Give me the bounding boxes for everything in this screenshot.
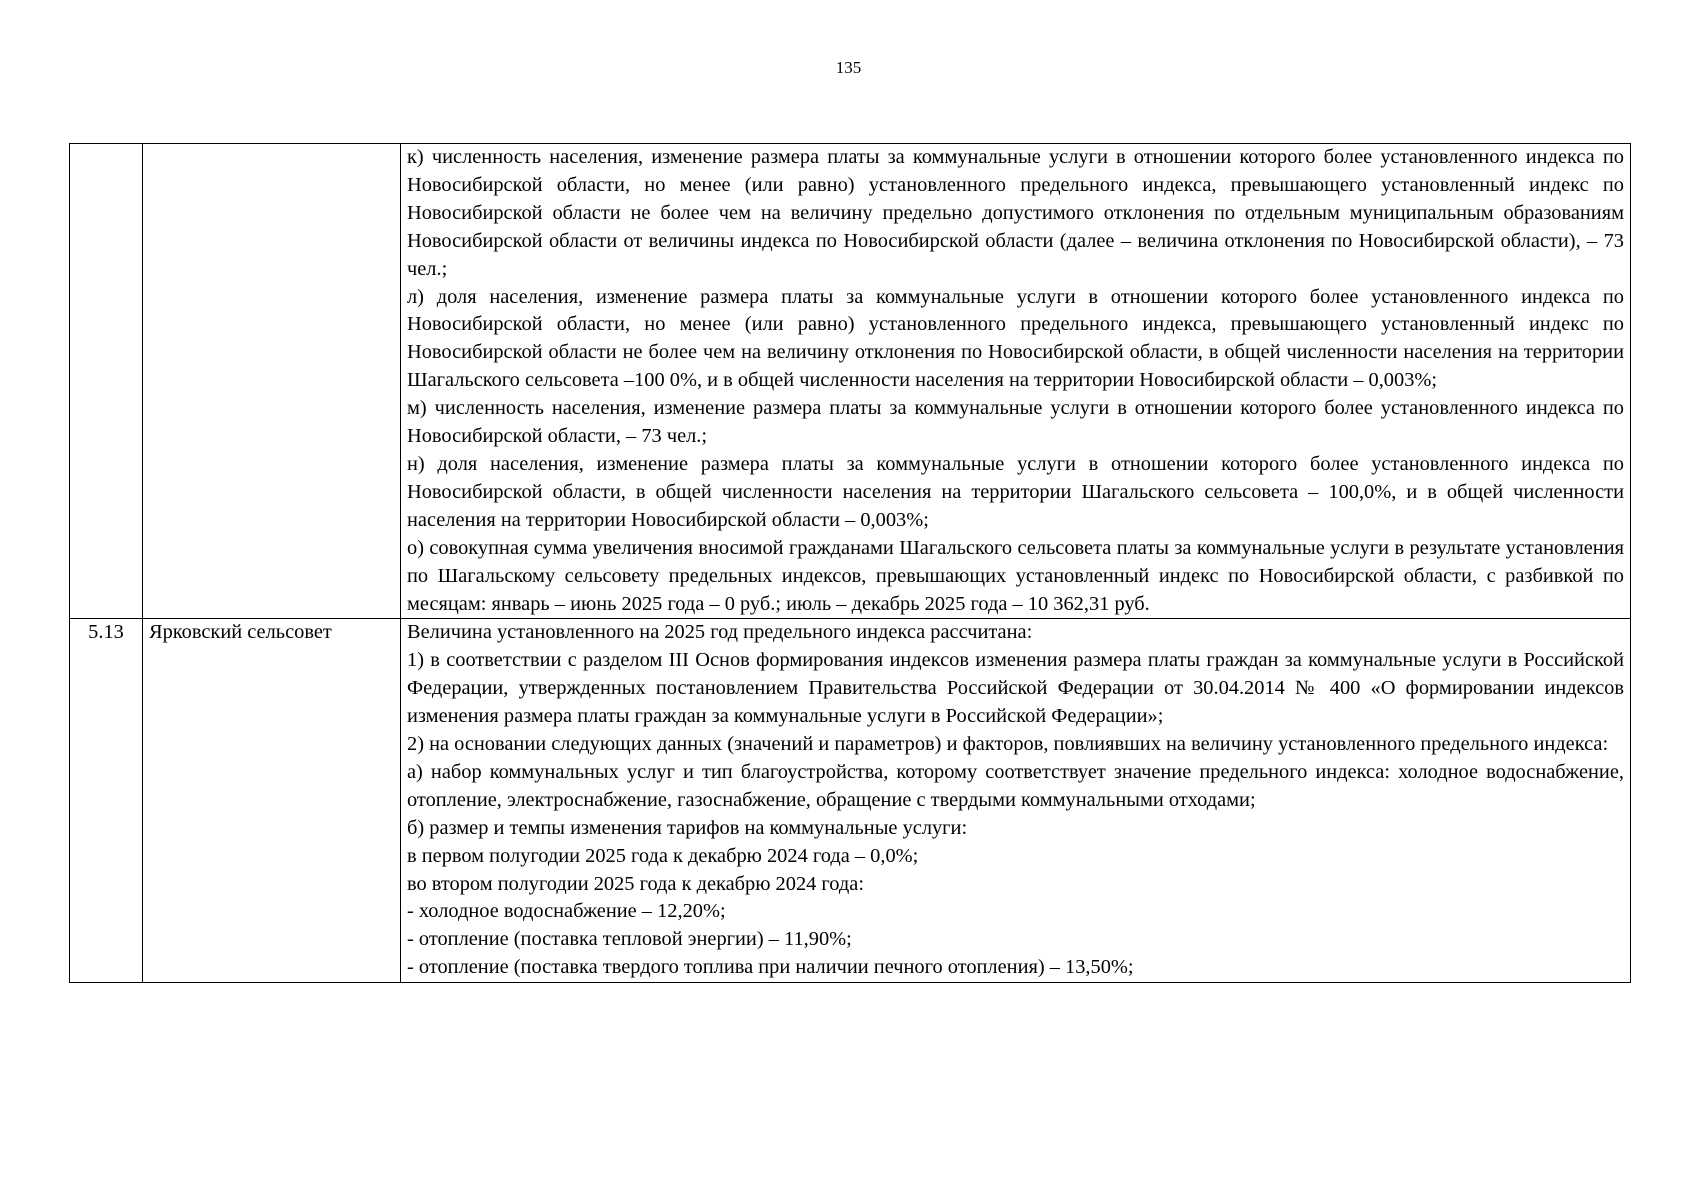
row-number-cell: 5.13	[70, 619, 143, 983]
paragraph: - холодное водоснабжение – 12,20%;	[407, 900, 726, 923]
paragraph: в первом полугодии 2025 года к декабрю 2024 года – 0,0%;	[407, 844, 919, 867]
row-number-cell	[70, 144, 143, 619]
paragraph: - отопление (поставка твердого топлива при наличии печного отопления) – 13,50%;	[407, 956, 1134, 979]
table-row	[70, 619, 1631, 983]
description-cell	[401, 144, 1631, 619]
paragraph: 1) в соответствии с разделом III Основ формирования индексов изменения размера платы граждан за коммунальные услуги в Российской Федерации, утвержденных постановлением Правительства Российской Федерации от 30.04.2014 № 400 «О формировании индексов изменения размера платы граждан за коммунальные услуги в Российской Федерации»;	[407, 649, 1624, 728]
paragraph: л) доля населения, изменение размера платы за коммунальные услуги в отношении которого более установленного индекса по Новосибирской области, но менее (или равно) установленного предельного индекса, превышающего установленный индекс по Новосибирской области не более чем на величину отклонения по Новосибирской области, в общей численности населения на территории Шагальского сельсовета –100 0%, и в общей численности населения на территории Новосибирской области – 0,003%;	[407, 285, 1624, 392]
municipality-name-cell	[143, 144, 401, 619]
municipality-name-cell: Ярковский сельсовет	[143, 619, 401, 983]
paragraph: н) доля населения, изменение размера платы за коммунальные услуги в отношении которого более установленного индекса по Новосибирской области, в общей численности населения на территории Шагальского сельсовета – 100,0%, и в общей численности населения на территории Новосибирской области – 0,003%;	[407, 452, 1624, 531]
table-row	[70, 144, 1631, 619]
paragraph: м) численность населения, изменение размера платы за коммунальные услуги в отношении которого более установленного индекса по Новосибирской области, – 73 чел.;	[407, 397, 1624, 448]
document-table	[69, 143, 1631, 983]
paragraph: к) численность населения, изменение размера платы за коммунальные услуги в отношении которого более установленного индекса по Новосибирской области, но менее (или равно) установленного предельного индекса, превышающего установленный индекс по Новосибирской области не более чем на величину предельно допустимого отклонения по отдельным муниципальным образованиям Новосибирской области от величины индекса по Новосибирской области (далее – величина отклонения по Новосибирской области), – 73 чел.;	[407, 146, 1624, 280]
paragraph: во втором полугодии 2025 года к декабрю 2024 года:	[407, 872, 864, 895]
description-cell	[401, 619, 1631, 983]
paragraph: Величина установленного на 2025 год предельного индекса рассчитана:	[407, 621, 1033, 644]
page-number: 135	[835, 58, 862, 77]
paragraph: 2) на основании следующих данных (значений и параметров) и факторов, повлиявших на величину установленного предельного индекса:	[407, 733, 1609, 756]
paragraph: о) совокупная сумма увеличения вносимой гражданами Шагальского сельсовета платы за коммунальные услуги в результате установления по Шагальскому сельсовету предельных индексов, превышающих установленный индекс по Новосибирской области, с разбивкой по месяцам: январь – июнь 2025 года – 0 руб.; июль – декабрь 2025 года – 10 362,31 руб.	[407, 536, 1624, 615]
paragraph: а) набор коммунальных услуг и тип благоустройства, которому соответствует значение предельного индекса: холодное водоснабжение, отопление, электроснабжение, газоснабжение, обращение с твердыми коммунальными отходами;	[407, 760, 1624, 811]
paragraph: - отопление (поставка тепловой энергии) – 11,90%;	[407, 928, 852, 951]
paragraph: б) размер и темпы изменения тарифов на коммунальные услуги:	[407, 816, 968, 839]
